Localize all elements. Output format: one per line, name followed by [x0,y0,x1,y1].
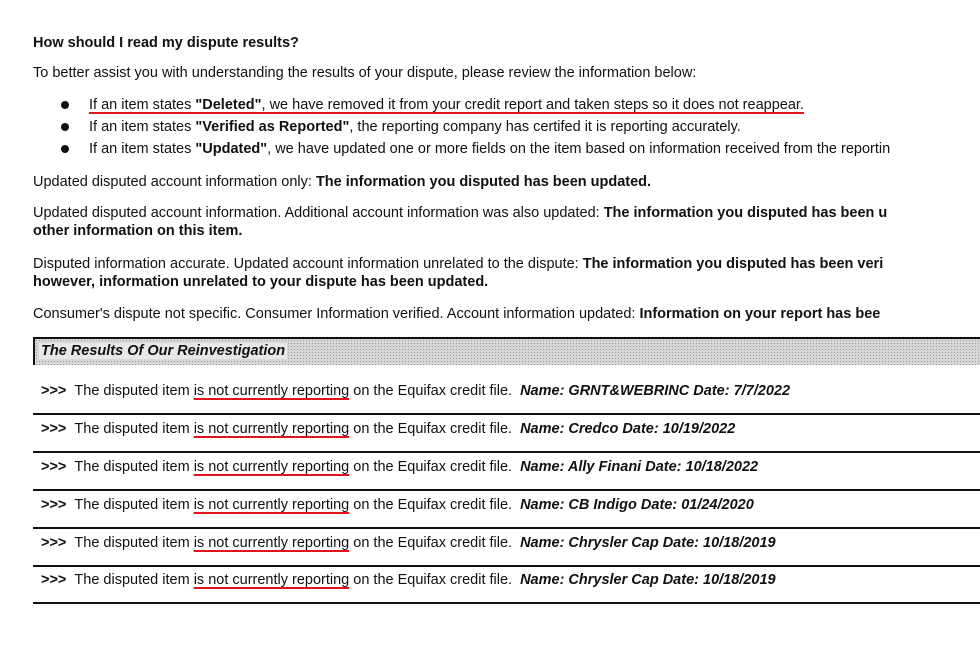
paragraph-normal: Updated disputed account information. Additional account information was also updated: [33,205,604,221]
paragraph-normal: Consumer's dispute not specific. Consumer Information verified. Account information updated: [33,306,640,322]
paragraph-bold: Information on your report has bee [639,306,881,322]
result-arrow: >>> [41,421,67,437]
explanation-paragraph [33,204,887,240]
result-name-date: Name: Credco Date: 10/19/2022 [520,421,736,437]
paragraph-bold: The information you disputed has been updated. [315,174,652,190]
bullet-deleted [61,96,890,118]
bullet-status-term: "Updated" [195,141,268,157]
result-row [33,564,980,604]
result-suffix: on the Equifax credit file. [349,572,513,588]
result-status: is not currently reporting [193,383,350,399]
result-name-date: Name: Ally Finani Date: 10/18/2022 [520,459,759,475]
bullet-updated [61,140,890,162]
result-name-date: Name: Chrysler Cap Date: 10/18/2019 [520,535,776,551]
result-prefix: The disputed item [74,459,194,475]
result-row [33,451,980,491]
result-row [33,375,980,415]
banner-title: The Results Of Our Reinvestigation [41,343,286,359]
result-suffix: on the Equifax credit file. [349,383,513,399]
result-status: is not currently reporting [193,572,350,588]
result-text [41,383,790,399]
result-name-date: Name: GRNT&WEBRINC Date: 7/7/2022 [520,383,791,399]
result-name-date: Name: CB Indigo Date: 01/24/2020 [520,497,754,513]
result-name-date: Name: Chrysler Cap Date: 10/18/2019 [520,572,776,588]
explanation-paragraph [33,255,883,291]
result-prefix: The disputed item [74,497,194,513]
bullet-prefix: If an item states [89,119,196,135]
bullet-suffix: , we have removed it from your credit report and taken steps so it does not reappear. [261,97,804,113]
result-prefix: The disputed item [74,535,194,551]
paragraph-bold-continued: however, information unrelated to your dispute has been updated. [33,274,489,290]
result-suffix: on the Equifax credit file. [349,459,513,475]
bullet-prefix: If an item states [89,141,196,157]
bullet-suffix: , the reporting company has certifed it is reporting accurately. [349,119,741,135]
result-arrow: >>> [41,497,67,513]
bullet-verified [61,118,890,140]
result-row [33,413,980,453]
result-text [41,535,776,551]
result-status: is not currently reporting [193,535,350,551]
explanation-paragraph [33,173,651,191]
result-text [41,421,735,437]
result-suffix: on the Equifax credit file. [349,497,513,513]
bullet-suffix: , we have updated one or more fields on the item based on information received from the reportin [267,141,891,157]
bullet-status-term: "Deleted" [195,97,262,113]
intro-text: To better assist you with understanding the results of your dispute, please review the information below: [33,65,697,81]
result-row [33,527,980,567]
result-suffix: on the Equifax credit file. [349,535,513,551]
result-suffix: on the Equifax credit file. [349,421,513,437]
result-row [33,489,980,529]
result-status: is not currently reporting [193,459,350,475]
paragraph-bold: The information you disputed has been veri [582,256,884,272]
result-arrow: >>> [41,459,67,475]
result-prefix: The disputed item [74,421,194,437]
result-arrow: >>> [41,383,67,399]
bullet-status-term: "Verified as Reported" [195,119,350,135]
result-arrow: >>> [41,535,67,551]
result-prefix: The disputed item [74,572,194,588]
status-explanations-list [61,96,890,162]
explanation-paragraph [33,305,880,323]
paragraph-normal: Disputed information accurate. Updated account information unrelated to the dispute: [33,256,583,272]
paragraph-bold: The information you disputed has been u [603,205,888,221]
result-arrow: >>> [41,572,67,588]
section-heading: How should I read my dispute results? [33,35,299,51]
paragraph-normal: Updated disputed account information only: [33,174,316,190]
reinvestigation-banner [33,337,980,365]
dispute-results-page [33,0,980,648]
result-text [41,497,754,513]
paragraph-bold-continued: other information on this item. [33,223,243,239]
result-prefix: The disputed item [74,383,194,399]
result-text [41,572,776,588]
bullet-prefix: If an item states [89,97,196,113]
result-status: is not currently reporting [193,497,350,513]
bullet-deleted-text [89,97,804,113]
result-status: is not currently reporting [193,421,350,437]
result-text [41,459,758,475]
